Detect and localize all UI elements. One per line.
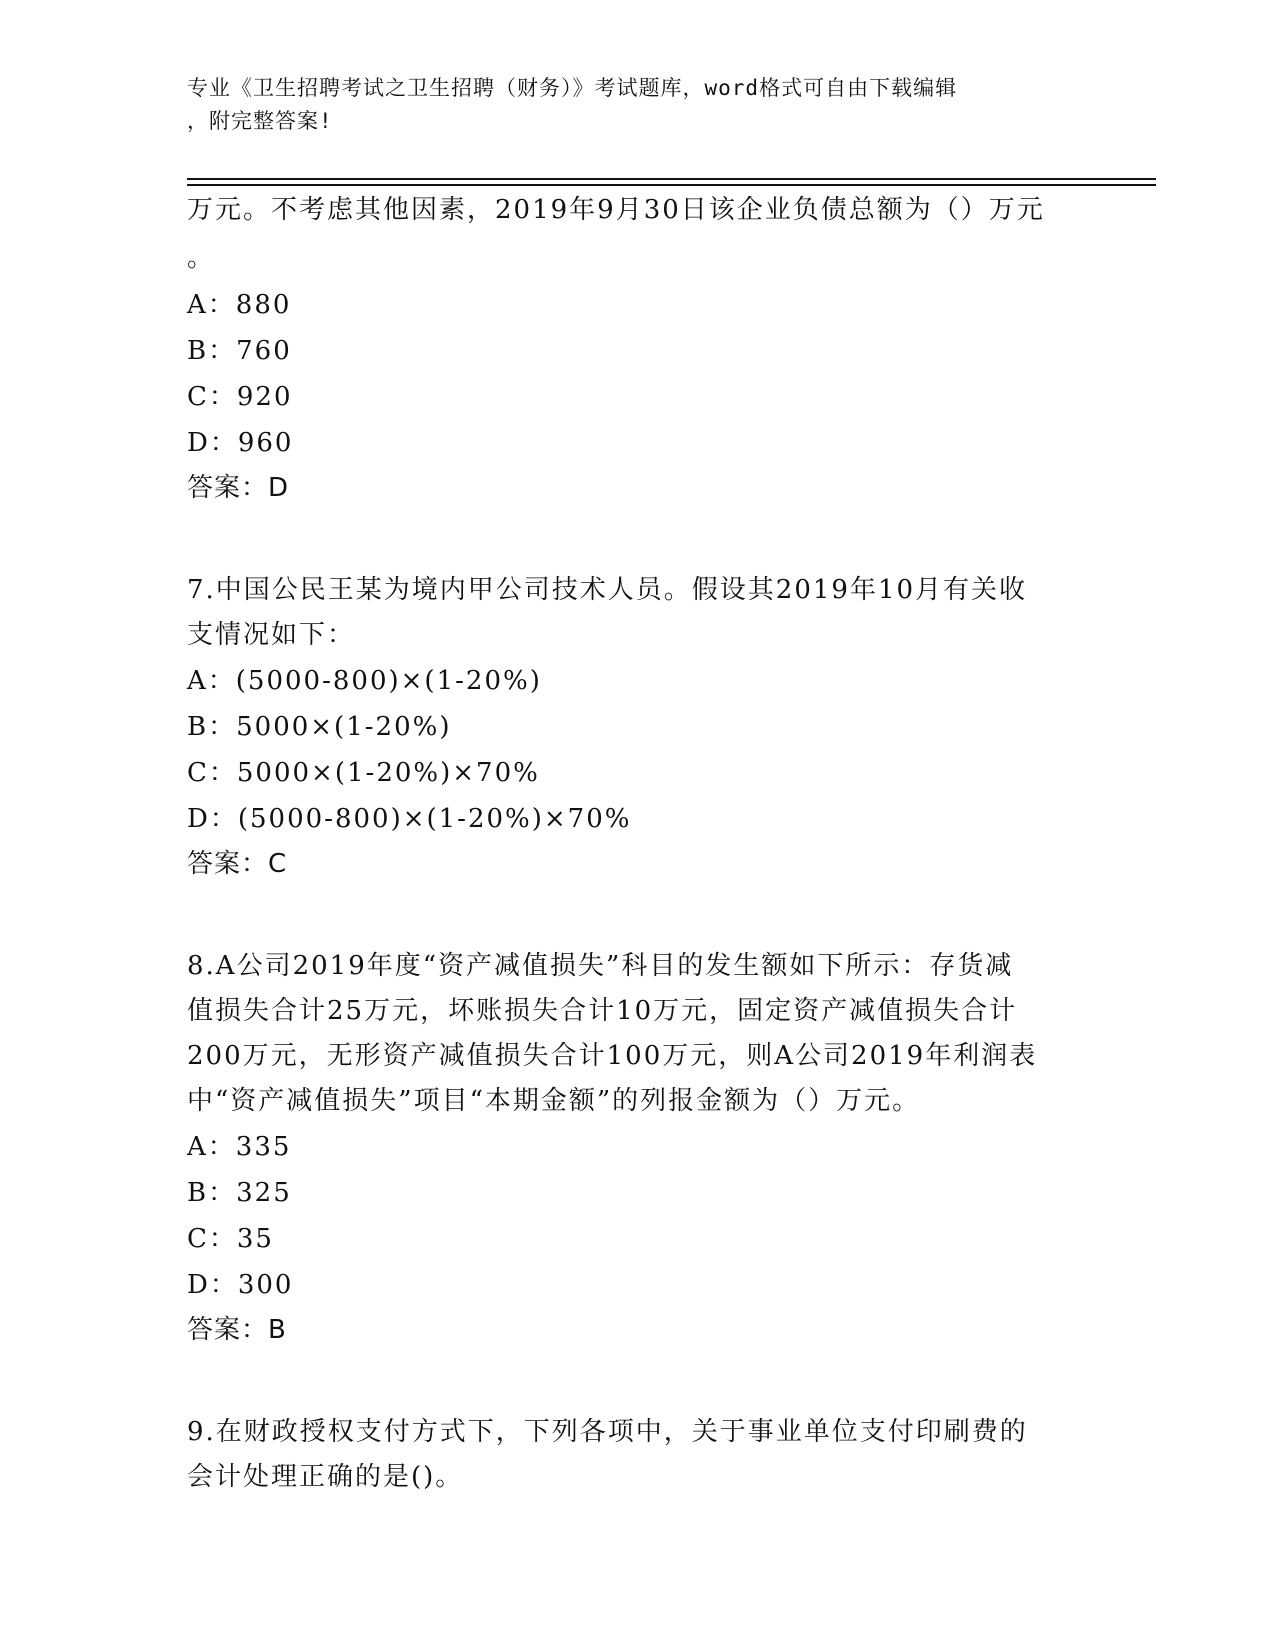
header-rule-top (187, 178, 1156, 180)
header-line-2: ，附完整答案! (187, 109, 333, 133)
question-text-line: 7.中国公民王某为境内甲公司技术人员。假设其2019年10月有关收 (187, 575, 1028, 605)
question-list (187, 186, 1087, 1500)
option-d: D：960 (187, 428, 294, 458)
header-line-1: 专业《卫生招聘考试之卫生招聘（财务）》考试题库，word格式可自由下载编辑 (187, 76, 958, 100)
option-b: B：325 (187, 1178, 292, 1208)
answer-line: 答案：C (187, 849, 288, 879)
option-list (187, 658, 1087, 842)
option-c: C：5000×(1-20%)×70% (187, 758, 540, 788)
option-a: A：335 (187, 1132, 292, 1162)
question-6 (187, 186, 1087, 510)
question-text-line: 万元。不考虑其他因素，2019年9月30日该企业负债总额为（）万元 (187, 195, 1045, 225)
question-8 (187, 944, 1087, 1352)
option-d: D：300 (187, 1270, 294, 1300)
question-text-line: 支情况如下： (187, 620, 356, 650)
answer-line: 答案：D (187, 473, 290, 503)
option-c: C：35 (187, 1224, 274, 1254)
question-text-line: 中“资产减值损失”项目“本期金额”的列报金额为（）万元。 (187, 1086, 921, 1116)
question-text-line: 200万元，无形资产减值损失合计100万元，则A公司2019年利润表 (187, 1041, 1038, 1071)
option-c: C：920 (187, 382, 293, 412)
option-b: B：5000×(1-20%) (187, 712, 452, 742)
question-9 (187, 1410, 1087, 1500)
question-text-line: 。 (187, 243, 216, 273)
question-text-line: 9.在财政授权支付方式下，下列各项中，关于事业单位支付印刷费的 (187, 1417, 1028, 1447)
document-header (187, 72, 1067, 138)
question-text-line: 值损失合计25万元，坏账损失合计10万元，固定资产减值损失合计 (187, 996, 1018, 1026)
option-d: D：(5000-800)×(1-20%)×70% (187, 804, 632, 834)
question-7 (187, 568, 1087, 886)
option-b: B：760 (187, 336, 292, 366)
option-a: A：(5000-800)×(1-20%) (187, 666, 542, 696)
option-a: A：880 (187, 290, 292, 320)
question-text-line: 8.A公司2019年度“资产减值损失”科目的发生额如下所示：存货减 (187, 951, 1014, 981)
option-list (187, 282, 1087, 466)
question-text-line: 会计处理正确的是()。 (187, 1462, 464, 1492)
answer-line: 答案：B (187, 1315, 287, 1345)
option-list (187, 1124, 1087, 1308)
